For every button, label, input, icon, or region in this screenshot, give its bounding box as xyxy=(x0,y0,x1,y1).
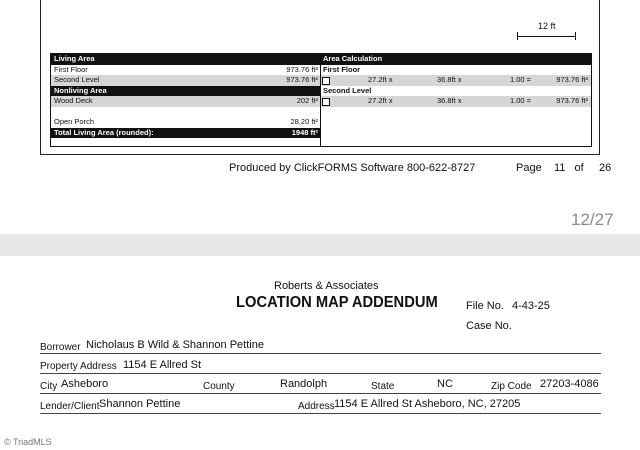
living-area-header: Living Area xyxy=(54,54,95,63)
form-line xyxy=(40,373,601,374)
state-value: NC xyxy=(437,378,453,390)
scale-bar-tick-left xyxy=(517,32,518,40)
area-calculation-header: Area Calculation xyxy=(323,54,383,63)
borrower-label: Borrower xyxy=(40,342,81,353)
page-indicator: 12/27 xyxy=(571,210,614,229)
borrower-value: Nicholaus B Wild & Shannon Pettine xyxy=(86,339,264,351)
page-frame-left xyxy=(40,0,41,155)
property-address-value: 1154 E Allred St xyxy=(123,359,202,371)
area-calculation-table xyxy=(50,53,592,147)
table-divider xyxy=(320,54,321,146)
document-title: LOCATION MAP ADDENDUM xyxy=(236,294,438,311)
address-label: Address xyxy=(298,401,335,412)
table-row: Wood Deck 202 ft² 27.2ft x 36.8ft x 1.00 = 973.76 ft² xyxy=(51,96,591,107)
table-header-row xyxy=(51,54,591,65)
lender-label: Lender/Client xyxy=(40,401,100,412)
scale-bar-tick-right xyxy=(575,32,576,40)
city-value: Asheboro xyxy=(61,378,109,390)
zip-value: 27203-4086 xyxy=(540,378,599,390)
mls-watermark: © TriadMLS xyxy=(4,437,52,447)
county-label: County xyxy=(203,381,235,392)
zip-label: Zip Code xyxy=(491,381,532,392)
scale-bar xyxy=(517,36,575,37)
property-address-label: Property Address xyxy=(40,361,117,372)
nonliving-area-header: Nonliving Area xyxy=(51,86,320,97)
file-no-value: 4-43-25 xyxy=(512,300,550,312)
form-line xyxy=(40,413,601,414)
address-value: 1154 E Allred St Asheboro, NC, 27205 xyxy=(334,398,521,410)
scale-label: 12 ft xyxy=(538,21,556,31)
produced-by-footer: Produced by ClickFORMS Software 800-622-8727 xyxy=(229,162,476,174)
lender-value: Shannon Pettine xyxy=(99,398,181,410)
firm-name: Roberts & Associates xyxy=(274,280,379,292)
table-row: Nonliving Area Second Level xyxy=(51,86,591,97)
page-separator xyxy=(0,234,640,256)
city-label: City xyxy=(40,381,58,392)
form-line xyxy=(40,353,601,354)
file-no-label: File No. xyxy=(466,300,504,312)
report-page-12 xyxy=(0,256,640,450)
page-frame-bottom xyxy=(40,154,600,155)
checkbox-icon xyxy=(322,98,330,106)
table-row: First Floor 973.76 ft² First Floor xyxy=(54,64,361,74)
table-row-total: Total Living Area (rounded): 1948 ft² xyxy=(51,128,591,139)
form-line xyxy=(40,393,601,394)
checkbox-icon xyxy=(322,77,330,85)
county-value: Randolph xyxy=(280,378,328,390)
table-row: Second Level 973.76 ft² 27.2ft x 36.8ft x 1.00 = 973.76 ft² xyxy=(51,75,591,86)
state-label: State xyxy=(371,381,395,392)
case-no-label: Case No. xyxy=(466,320,512,332)
page-footer: Page 11 of 26 xyxy=(516,162,612,174)
table-row: Open Porch 28.20 ft² xyxy=(54,117,318,126)
page-frame-right xyxy=(599,0,600,155)
